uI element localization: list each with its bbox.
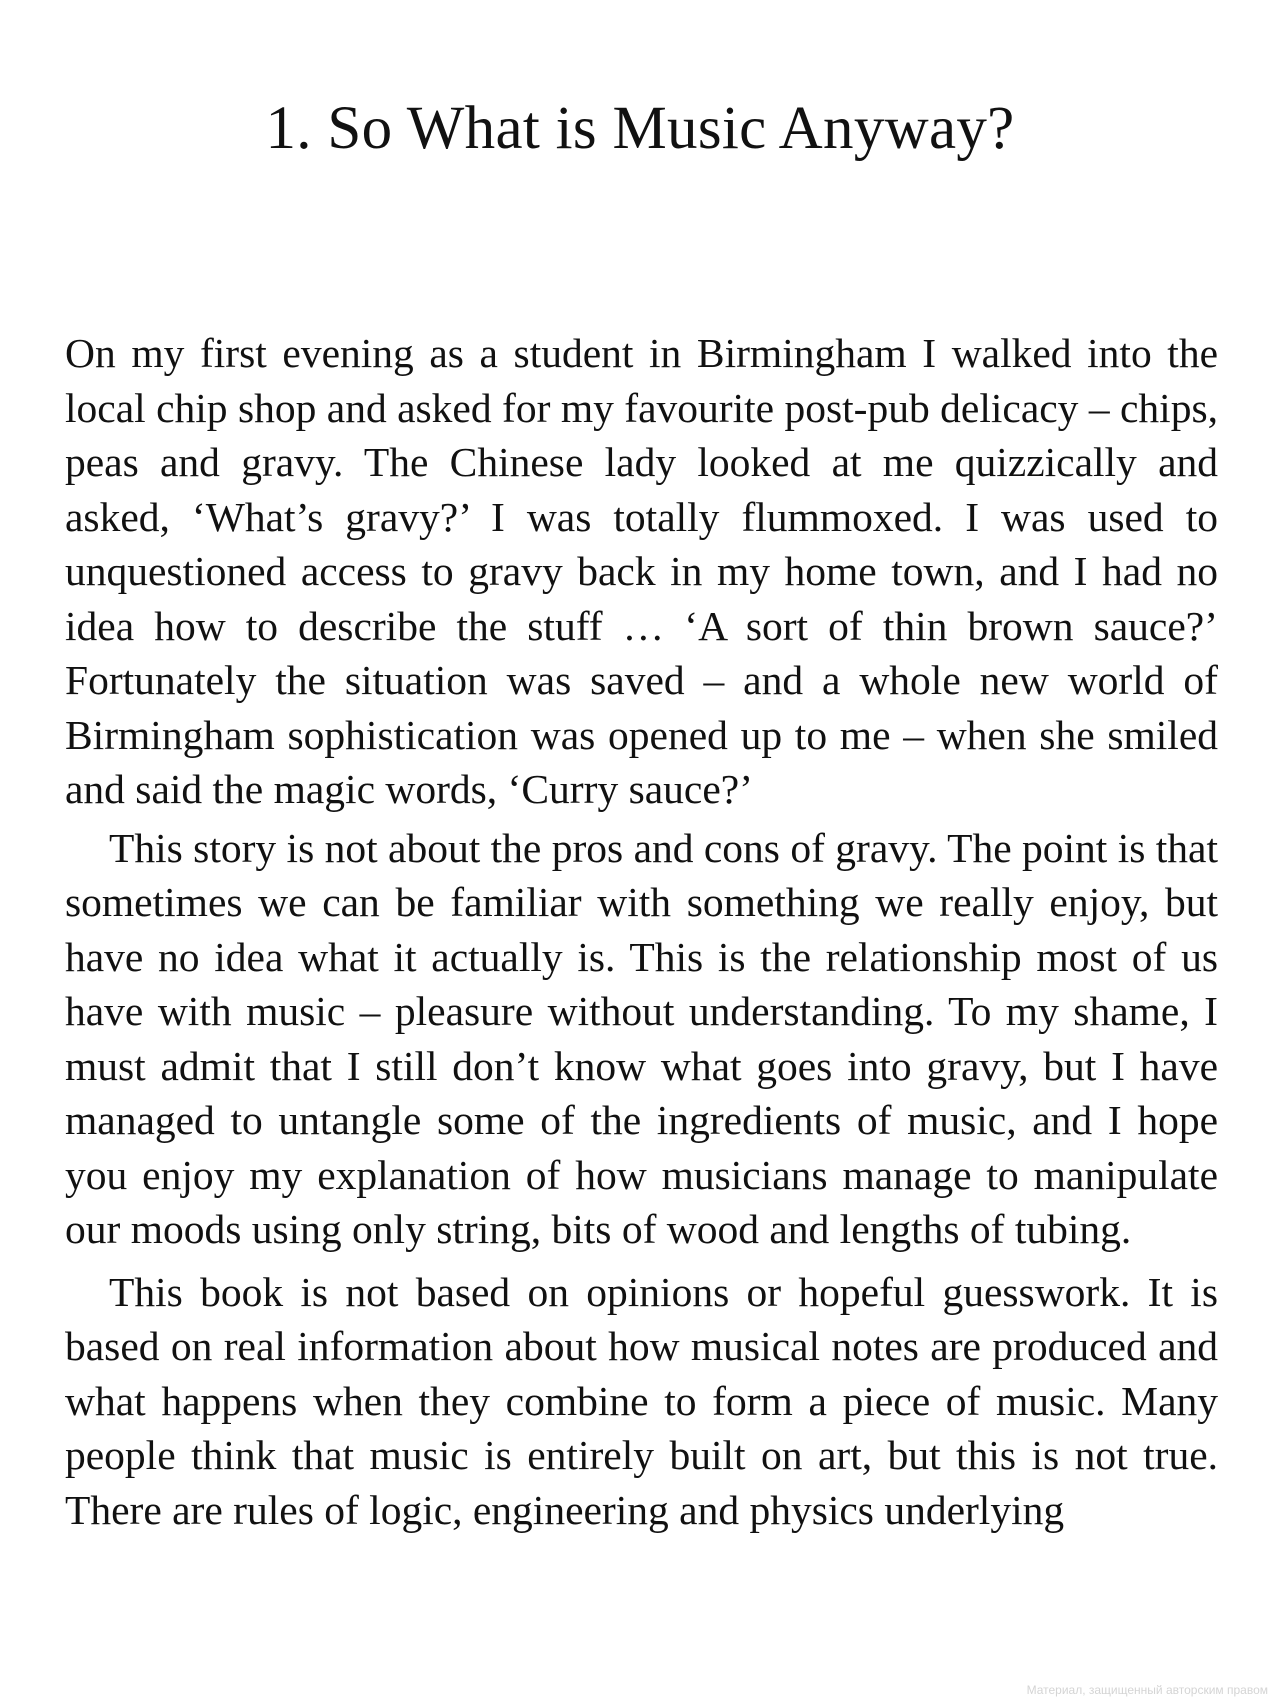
paragraph-3: This book is not based on opinions or hopeful guesswork. It is based on real information about how musical notes are produced and what happens when they combine to form a piece of music. Many people think that music is entirely built on art, but this is not true. There are rules of logic, engineering and physics underlying [65, 1268, 1218, 1533]
paragraph-2: This story is not about the pros and cons of gravy. The point is that sometimes we can be familiar with something we really enjoy, but have no idea what it actually is. This is the relationship most of us have with music – pleasure without understanding. To my shame, I must admit that I still don’t know what goes into gravy, but I have managed to untangle some of the ingredients of music, and I hope you enjoy my explanation of how musicians manage to manipulate our moods using only string, bits of wood and lengths of tubing. [65, 824, 1218, 1252]
body-text [65, 326, 1218, 1537]
chapter-title: 1. So What is Music Anyway? [265, 95, 1015, 162]
paragraph-1: On my first evening as a student in Birmingham I walked into the local chip shop and asked for my favourite post-pub delicacy – chips, peas and gravy. The Chinese lady looked at me quizzically and asked, ‘What’s gravy?’ I was totally flummoxed. I was used to unquestioned access to gravy back in my home town, and I had no idea how to describe the stuff … ‘A sort of thin brown sauce?’ Fortunately the situation was saved – and a whole new world of Birmingham sophistication was opened up to me – when she smiled and said the magic words, ‘Curry sauce?’ [65, 330, 1218, 812]
copyright-watermark: Материал, защищенный авторским правом [1026, 1683, 1268, 1697]
